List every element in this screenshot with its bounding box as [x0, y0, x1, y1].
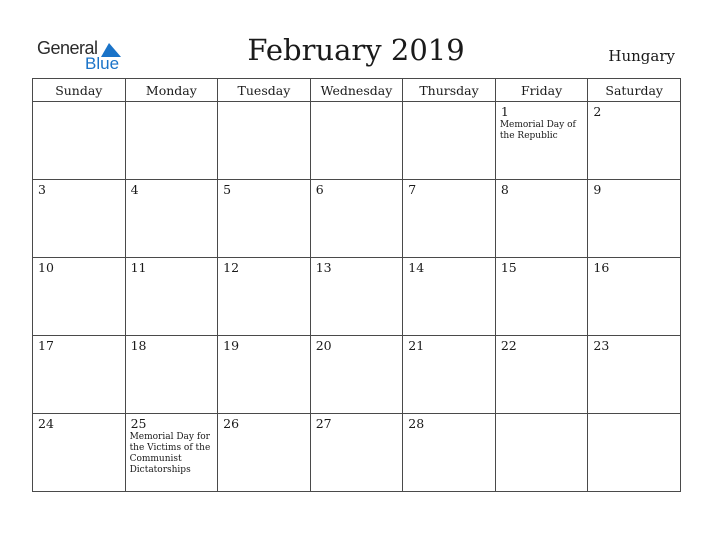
weekday-header: Wednesday [310, 79, 403, 102]
day-cell [33, 414, 126, 492]
holiday-label [218, 275, 310, 276]
holiday-label [403, 105, 495, 106]
day-cell [495, 258, 588, 336]
holiday-label [496, 417, 588, 418]
day-cell [588, 336, 681, 414]
weekday-header-row [33, 79, 681, 102]
day-cell [588, 180, 681, 258]
holiday-label [588, 197, 680, 198]
day-cell [310, 180, 403, 258]
holiday-label [218, 431, 310, 432]
day-cell [403, 336, 496, 414]
day-number: 17 [38, 338, 54, 353]
weekday-header: Saturday [588, 79, 681, 102]
day-cell [218, 180, 311, 258]
country-label: Hungary [608, 47, 675, 65]
weekday-header: Thursday [403, 79, 496, 102]
day-number: 26 [223, 416, 240, 431]
holiday-label: Memorial Day for the Victims of the Communist Dictatorships [129, 432, 211, 475]
weekday-header: Friday [495, 79, 588, 102]
holiday-label [126, 105, 218, 106]
day-cell [125, 414, 218, 492]
day-number: 10 [38, 260, 54, 275]
holiday-label: Memorial Day of the Republic [499, 120, 576, 141]
day-number: 12 [223, 260, 240, 275]
holiday-label [33, 105, 125, 106]
holiday-label [126, 275, 218, 276]
day-number: 18 [130, 338, 147, 353]
holiday-label [218, 105, 310, 106]
weekday-header: Monday [125, 79, 218, 102]
week-row [33, 180, 681, 258]
day-cell [588, 414, 681, 492]
holiday-label [33, 197, 125, 198]
day-cell [218, 336, 311, 414]
day-cell [33, 180, 126, 258]
day-number: 16 [593, 260, 610, 275]
day-cell [310, 102, 403, 180]
day-cell [310, 336, 403, 414]
holiday-label [311, 197, 403, 198]
day-cell [218, 414, 311, 492]
day-number: 24 [38, 416, 54, 431]
day-cell [495, 102, 588, 180]
week-row [33, 414, 681, 492]
week-row [33, 102, 681, 180]
holiday-label [311, 353, 403, 354]
weekday-header: Tuesday [218, 79, 311, 102]
week-row [33, 258, 681, 336]
holiday-label [126, 353, 218, 354]
holiday-label [218, 197, 310, 198]
day-number: 6 [315, 182, 324, 197]
holiday-label [403, 275, 495, 276]
day-number: 3 [38, 182, 46, 197]
weekday-header: Sunday [33, 79, 126, 102]
logo-text-blue: Blue [85, 54, 120, 73]
holiday-label [403, 431, 495, 432]
holiday-label [588, 353, 680, 354]
holiday-label [33, 431, 125, 432]
day-cell [403, 102, 496, 180]
day-cell [218, 102, 311, 180]
holiday-label [588, 119, 680, 120]
day-number: 1 [500, 104, 509, 119]
page-title: February 2019 [247, 33, 465, 67]
day-cell [403, 258, 496, 336]
day-cell [495, 180, 588, 258]
holiday-label [496, 197, 588, 198]
day-cell [33, 102, 126, 180]
holiday-label [33, 275, 125, 276]
day-cell [33, 336, 126, 414]
day-cell [218, 258, 311, 336]
day-cell [495, 336, 588, 414]
holiday-label [496, 275, 588, 276]
day-number: 15 [500, 260, 517, 275]
day-number: 23 [593, 338, 610, 353]
day-cell [403, 180, 496, 258]
day-number: 27 [315, 416, 332, 431]
week-row [33, 336, 681, 414]
holiday-label [33, 353, 125, 354]
day-number: 20 [315, 338, 332, 353]
day-number: 13 [315, 260, 332, 275]
day-cell [125, 258, 218, 336]
day-number: 25 [130, 416, 147, 431]
holiday-label [588, 417, 680, 418]
day-cell [310, 414, 403, 492]
holiday-label [403, 353, 495, 354]
day-cell [310, 258, 403, 336]
day-cell [403, 414, 496, 492]
day-number: 7 [408, 182, 417, 197]
day-cell [125, 102, 218, 180]
holiday-label [311, 275, 403, 276]
day-cell [495, 414, 588, 492]
holiday-label [311, 431, 403, 432]
day-cell [125, 180, 218, 258]
logo-text-general: General [37, 38, 98, 58]
holiday-label [311, 105, 403, 106]
day-cell [588, 102, 681, 180]
calendar-grid [32, 78, 681, 492]
holiday-label [588, 275, 680, 276]
day-cell [33, 258, 126, 336]
day-number: 5 [223, 182, 232, 197]
day-number: 2 [593, 104, 602, 119]
holiday-label [126, 197, 218, 198]
day-number: 4 [130, 182, 139, 197]
holiday-label [403, 197, 495, 198]
day-number: 9 [593, 182, 602, 197]
day-cell [125, 336, 218, 414]
day-number: 21 [408, 338, 425, 353]
day-cell [588, 258, 681, 336]
day-number: 22 [500, 338, 517, 353]
day-number: 19 [223, 338, 240, 353]
day-number: 28 [408, 416, 425, 431]
day-number: 14 [408, 260, 425, 275]
holiday-label [218, 353, 310, 354]
holiday-label [496, 353, 588, 354]
day-number: 8 [500, 182, 509, 197]
day-number: 11 [130, 260, 147, 275]
